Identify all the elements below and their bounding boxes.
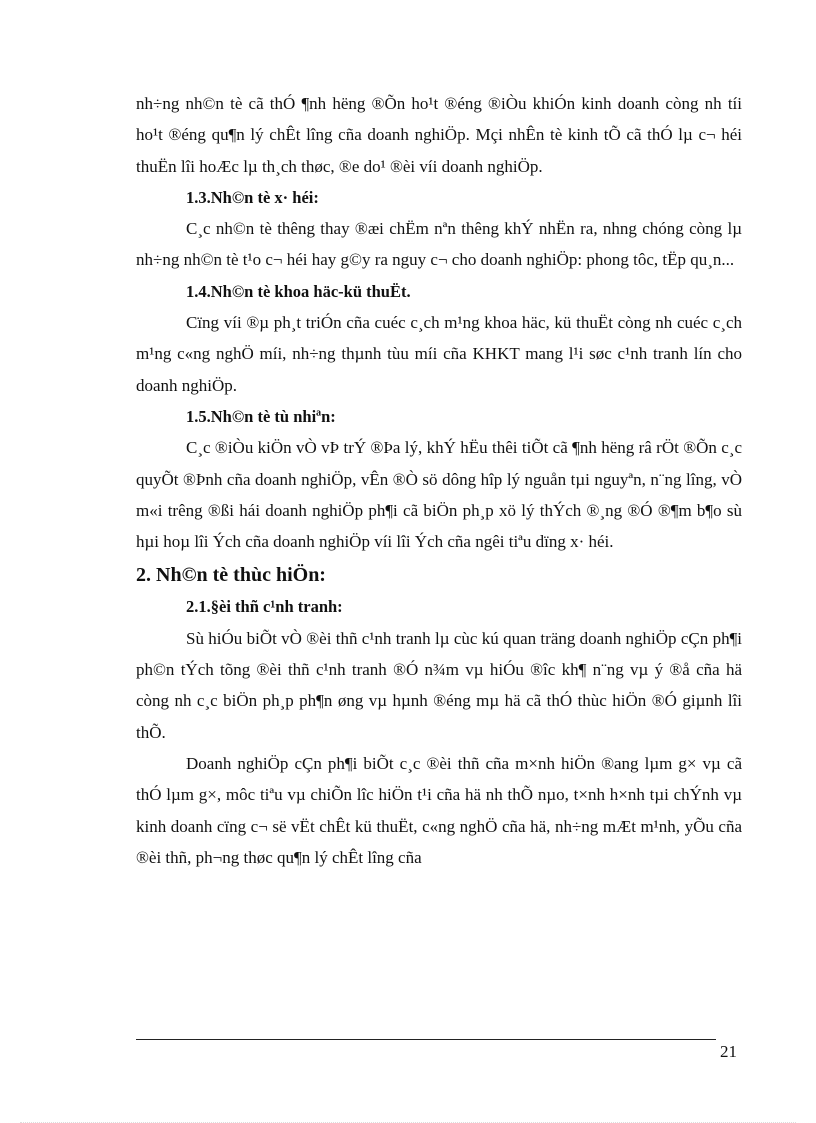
footer-rule <box>136 1039 716 1040</box>
page-body <box>136 88 742 873</box>
section-heading: 2. Nh©n tè thùc hiÖn: <box>136 564 326 587</box>
body-paragraph: Cïng víi ®µ ph¸t triÓn cña cuéc c¸ch m¹ng khoa häc, kü thuËt còng nh cuéc c¸ch m¹ng c«ng nghÖ míi, nh÷ng thµnh tùu míi cña KHKT mang l¹i søc c¹nh tranh lín cho doanh nghiÖp. <box>136 313 742 395</box>
subsection-heading: 1.4.Nh©n tè khoa häc-kü thuËt. <box>186 281 411 301</box>
body-paragraph: C¸c ®iÒu kiÖn vÒ vÞ trÝ ®Þa lý, khÝ hËu thêi tiÕt cã ¶nh hëng râ rÖt ®Õn c¸c quyÕt ®Þnh cña doanh nghiÖp, vÊn ®Ò sö dông hîp lý nguån tµi nguyªn, n¨ng lîng, vÒ m«i trêng ®ßi hái doanh nghiÖp ph¶i cã biÖn ph¸p xö lý thÝch ®¸ng ®Ó ®¶m b¶o sù hµi hoµ lîi Ých cña doanh nghiÖp víi lîi Ých cña ngêi tiªu dïng x· héi. <box>136 438 742 552</box>
page-number: 21 <box>720 1042 737 1061</box>
body-paragraph: C¸c nh©n tè thêng thay ®æi chËm nªn thêng khÝ nhËn ra, nhng chóng còng lµ nh÷ng nh©n tè t¹o c¬ héi hay g©y ra nguy c¬ cho doanh nghiÖp: phong tôc, tËp qu¸n... <box>136 219 742 270</box>
subsection-heading: 1.3.Nh©n tè x· héi: <box>186 187 319 207</box>
subsection-heading: 1.5.Nh©n tè tù nhiªn: <box>186 406 336 426</box>
body-paragraph: Sù hiÓu biÕt vÒ ®èi thñ c¹nh tranh lµ cùc kú quan träng doanh nghiÖp cÇn ph¶i ph©n tÝch tõng ®èi thñ c¹nh tranh ®Ó n¾m vµ hiÓu ®îc kh¶ n¨ng vµ ý ®å cña hä còng nh c¸c biÖn ph¸p ph¶n øng vµ hµnh ®éng mµ hä cã thÓ thùc hiÖn ®Ó giµnh lîi thÕ. <box>136 628 742 742</box>
subsection-heading: 2.1.§èi thñ c¹nh tranh: <box>186 597 343 617</box>
body-paragraph: Doanh nghiÖp cÇn ph¶i biÕt c¸c ®èi thñ cña m×nh hiÖn ®ang lµm g× vµ cã thÓ lµm g×, môc tiªu vµ chiÕn lîc hiÖn t¹i cña hä nh thÕ nµo, t×nh h×nh tµi chÝnh vµ kinh doanh cïng c¬ së vËt chÊt kü thuËt, c«ng nghÖ cña hä, nh÷ng mÆt m¹nh, yÕu cña ®èi thñ, ph¬ng thøc qu¶n lý chÊt lîng cña <box>136 753 742 867</box>
body-paragraph: nh÷ng nh©n tè cã thÓ ¶nh hëng ®Õn ho¹t ®éng ®iÒu khiÓn kinh doanh còng nh tíi ho¹t ®éng qu¶n lý chÊt lîng cña doanh nghiÖp. Mçi nhÊn tè kinh tÕ cã thÓ lµ c¬ héi thuËn lîi hoÆc lµ th¸ch thøc, ®e do¹ ®èi víi doanh nghiÖp. <box>136 94 742 176</box>
